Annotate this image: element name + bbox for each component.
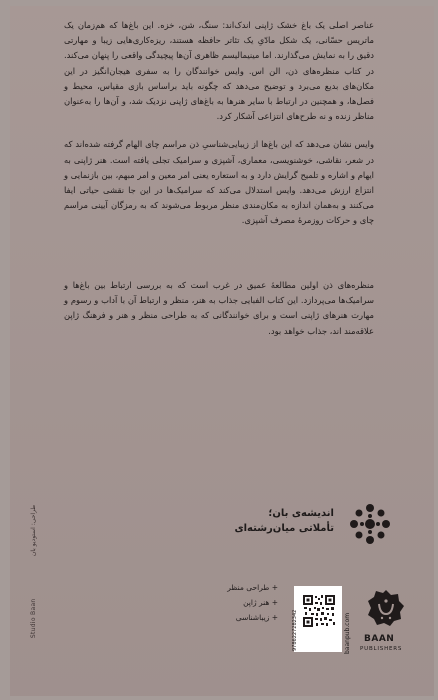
tag-item: + هنر ژاپن (243, 598, 278, 607)
series-title-line-2: تأملاتی میان‌رشته‌ای (234, 523, 334, 534)
publisher-logo-icon (366, 588, 406, 628)
series-title (174, 506, 334, 536)
description-block-top (64, 18, 374, 229)
tag-item: + طراحی منظر (227, 583, 278, 592)
description-block-bottom (64, 278, 374, 339)
paragraph-2: وایس نشان می‌دهد که این باغ‌ها از زیبایی‌شناسیِ ذن مراسم چای الهام گرفته شده‌اند که در شعر، نقاشی، خوشنویسی، معماری، آشپزی و سرامیک تجلی یافته است. هنر ژاپنی به ایهام و اشاره و تلمیح گرایش دارد و به استعاره یعنی امر معین و امر مبهم، بین بازنمایی و انتزاع ارزش می‌دهد. وایس استدلال می‌کند که سرامیک‌ها در این جا نقشی حیاتی ایفا می‌کنند و به‌همان اندازه به مکان‌مندی منظر مربوط می‌شوند که به رمزگان آیینی مراسم چای و حرکات روزمرهٔ مصرف آشپزی. (64, 139, 374, 226)
tag-list (208, 580, 278, 625)
paragraph-3: منظره‌های ذن اولین مطالعهٔ عمیق در غرب است که به بررسی ارتباط بین باغ‌ها و سرامیک‌ها می‌پردازد. این کتاب الفبایی جذاب به هنر، منظر و ارتباط آن با آداب و رسوم و مهارت هنرهای ژاپنی است و برای خوانندگانی که به طراحی منظر و هنر و فرهنگ ژاپن علاقه‌مند اند، جذاب خواهد بود. (64, 280, 374, 336)
design-credit-persian: طراحی: استودیو بان (30, 504, 37, 557)
publisher-name: BAAN (364, 634, 395, 644)
barcode-number: 9786227282342 (292, 609, 298, 651)
tag-item: + زیباشناسی (235, 613, 278, 622)
series-title-line-1: اندیشه‌ی بان؛ (268, 508, 334, 519)
design-credit-latin: Studio Baan (30, 598, 37, 638)
book-back-cover (10, 6, 434, 696)
paragraph-1: عناصر اصلی یک باغ خشک ژاپنی اندک‌اند: سنگ، شن، خزه. این باغ‌ها که هم‌زمان یک ماتریس حسّانی، یک شکل مادّیِ یک تئاتر حافظه هستند، ریزه‌کاری‌هایی زیبا و مهارتی دقیق را به نمایش می‌گذارند. اما مینیمالیسم ظاهری آن‌ها پیچیدگی واقعی را پنهان می‌کند. در کتاب منظره‌های ذن، الن اس. وایس خوانندگان را به سفری هیجان‌انگیز در این مکان‌های بدیع می‌برد و توضیح می‌دهد که چگونه باید براساس بازی مقیاس، محیط و فصل‌ها، و همچنین در ارتباط با سایر هنرها به باغ‌های ژاپنی نزدیک شد، و آن‌ها را به‌عنوان مناظر زنده و نه طرح‌های انتزاعی آشکار کرد. (64, 20, 374, 122)
website-url: baanpub.com (344, 612, 351, 654)
publisher-subtitle: PUBLISHERS (360, 646, 403, 652)
ornament-icon (346, 500, 394, 548)
qr-code-icon (302, 594, 336, 628)
design-credit (30, 505, 37, 678)
